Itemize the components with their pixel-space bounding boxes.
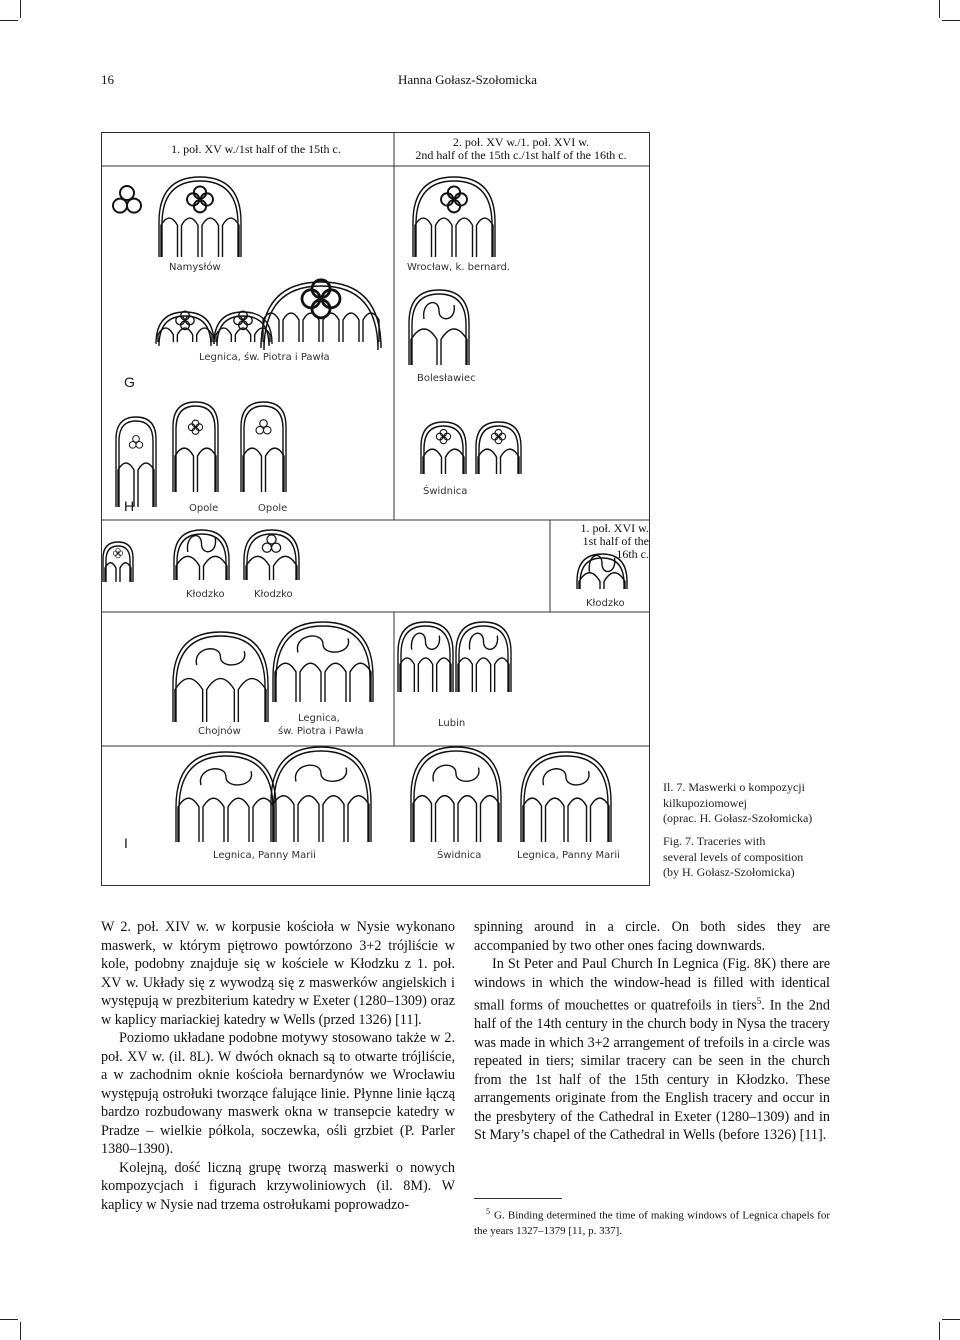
legend-pl-line: kilkupoziomowej: [663, 795, 747, 810]
footnote-rule: [474, 1198, 562, 1199]
tracery-figure: [101, 132, 650, 886]
caption-swidnica-h: Świdnica: [423, 486, 468, 497]
right-paragraph-2b: . In the 2nd half of the 14th century in the church body in Nysa the tracery was made in which 3+2 arrangement of trefoils in a circle was repeated in tiers; similar tracery can be seen in the church from the 1st half of the 15th century in Kłodzko. These arrangements originate from the English tracery and occur in the presbytery of the Cathedral in Exeter (1280–1309) and in St Mary’s chapel of the Cathedral in Wells (before 1326) [11].: [474, 997, 830, 1144]
footnote-text: G. Binding determined the time of making windows of Legnica chapels for the years 1327–1379 [11, p. 337].: [474, 1209, 830, 1237]
footnote-number: 5: [486, 1207, 490, 1216]
caption-klodzko-1: Kłodzko: [186, 589, 225, 600]
crop-mark: [942, 1319, 960, 1320]
footnote: [474, 1204, 830, 1239]
col3-header-line1: 1. poł. XVI w.: [580, 521, 649, 535]
col2-header-line2: 2nd half of the 15th c./1st half of the 16th c.: [415, 148, 627, 162]
caption-legnica-pm-1: Legnica, Panny Marii: [213, 850, 316, 861]
left-column: [101, 918, 455, 1214]
running-head: Hanna Gołasz-Szołomicka: [398, 72, 537, 87]
caption-swidnica-i: Świdnica: [437, 850, 482, 861]
col1-header: 1. poł. XV w./1st half of the 15th c.: [171, 142, 341, 156]
caption-legnica-pp2-l1: Legnica,: [298, 713, 340, 724]
crop-mark: [0, 1319, 18, 1320]
figure-caption-pl: [663, 780, 812, 827]
legend-pl-line: Il. 7. Maswerki o kompozycji: [663, 780, 805, 794]
row-label-i: I: [124, 835, 128, 851]
caption-wroclaw: Wrocław, k. bernard.: [407, 262, 510, 273]
caption-lubin: Lubin: [438, 718, 466, 729]
row-label-g: G: [124, 374, 135, 390]
right-paragraph-1: spinning around in a circle. On both sides they are accompanied by two other ones facing downwards.: [474, 919, 830, 954]
legend-en-line: Fig. 7. Traceries with: [663, 834, 766, 848]
right-paragraph-2a: In St Peter and Paul Church In Legnica (Fig. 8K) there are windows in which the window-head is filled with identical small forms of mouchettes or quatrefoils in tiers: [474, 956, 830, 1014]
figure-caption-en: [663, 834, 803, 881]
col2-header-line1: 2. poł. XV w./1. poł. XVI w.: [452, 135, 590, 149]
page-number: 16: [101, 72, 114, 87]
caption-boleslawiec: Bolesławiec: [417, 373, 476, 384]
row-label-h: H: [124, 498, 135, 514]
caption-legnica-pp: Legnica, św. Piotra i Pawła: [199, 352, 330, 363]
crop-mark: [20, 0, 21, 18]
legend-pl-line: (oprac. H. Gołasz-Szołomicka): [663, 811, 813, 825]
crop-mark: [939, 0, 940, 18]
col3-header-line2: 1st half of the: [582, 534, 649, 548]
crop-mark: [0, 20, 18, 21]
right-column: [474, 918, 830, 1145]
caption-chojnow: Chojnów: [198, 726, 241, 737]
left-paragraph-2: Poziomo układane podobne motywy stosowano także w 2. poł. XV w. (il. 8L). W dwóch oknach są to otwarte trójliście, a w zachodnim oknie kościoła bernardynów we Wrocławiu występują ostrołuki tworzące falujące linie. Płynne linie łączą bardzo rozbudowany maswerk okna w transepcie katedry w Pradze – wielkie półkola, soczewka, ośli grzbiet (P. Parler 1380–1390).: [101, 1030, 455, 1157]
col3-header-line3: 16th c.: [616, 547, 649, 561]
caption-opole-1: Opole: [189, 503, 219, 514]
figure-frame: [101, 132, 650, 886]
footnote-ref[interactable]: 5: [756, 996, 762, 1006]
legend-en-line: (by H. Gołasz-Szołomicka): [663, 865, 795, 879]
caption-legnica-pm-2: Legnica, Panny Marii: [517, 850, 620, 861]
caption-namyslow: Namysłów: [169, 262, 221, 273]
crop-mark: [939, 1322, 940, 1340]
crop-mark: [20, 1322, 21, 1340]
legend-en-line: several levels of composition: [663, 849, 804, 864]
caption-opole-2: Opole: [258, 503, 288, 514]
left-paragraph-3: Kolejną, dość liczną grupę tworzą maswerki o nowych kompozycjach i figurach krzywoliniowych (il. 8M). W kaplicy w Nysie nad trzema ostrołukami poprowadzo-: [101, 1159, 455, 1213]
right-paragraph-2: [474, 955, 830, 1145]
caption-klodzko-2: Kłodzko: [254, 589, 293, 600]
left-paragraph-1: W 2. poł. XIV w. w korpusie kościoła w Nysie wykonano maswerk, w którym piętrowo powtórzono 3+2 trójliście w kole, podobny znajduje się w kościele w Kłodzku z 1. poł. XV w. Układy się z wywodzą się z maswerków angielskich i występują w prezbiterium katedry w Exeter (1280–1309) oraz w kaplicy mariackiej katedry w Wells (przed 1326) [11].: [101, 919, 455, 1028]
caption-legnica-pp2-l2: św. Piotra i Pawła: [278, 726, 364, 737]
caption-klodzko-3: Kłodzko: [586, 598, 625, 609]
crop-mark: [942, 20, 960, 21]
